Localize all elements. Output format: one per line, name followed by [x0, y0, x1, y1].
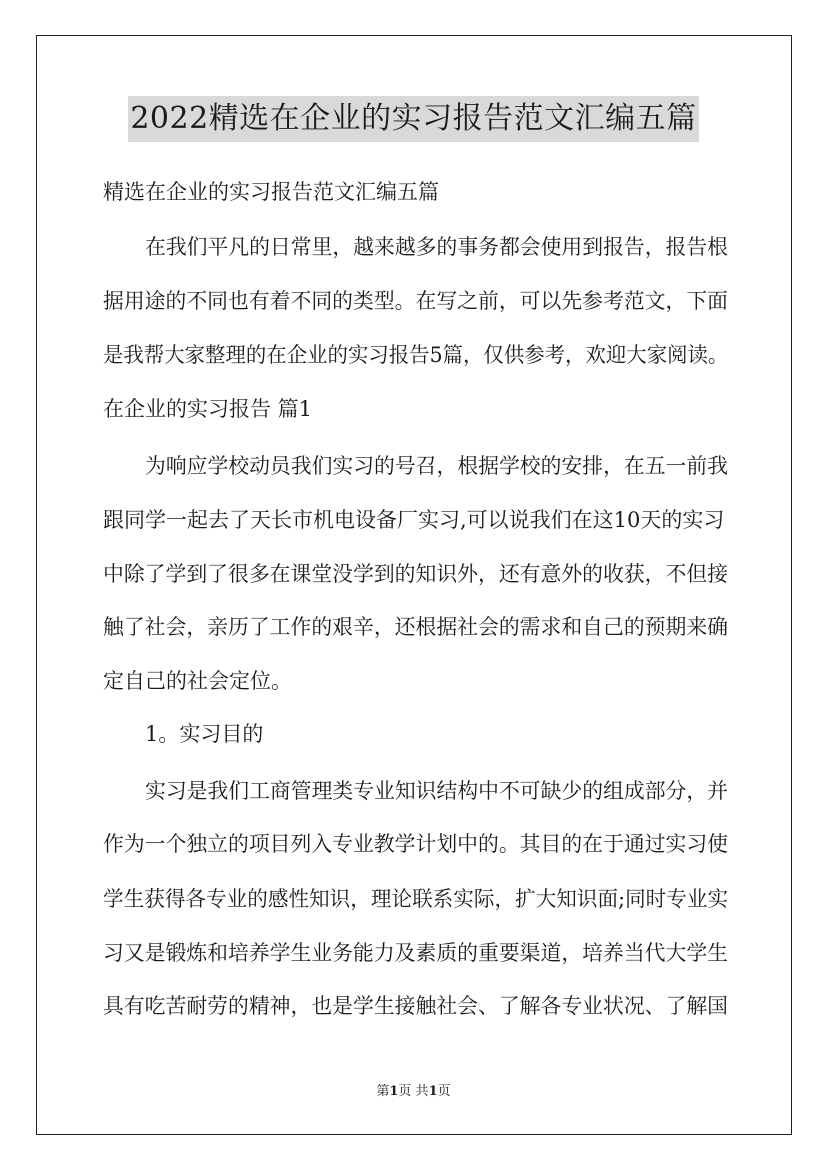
page-footer [0, 1083, 827, 1101]
paragraph-line: 作为一个独立的项目列入专业教学计划中的。其目的在于通过实习使 [103, 832, 729, 856]
footer-prefix: 第 [376, 1084, 390, 1099]
paragraph-line: 中除了学到了很多在课堂没学到的知识外，还有意外的收获，不但接 [103, 562, 729, 586]
paragraph-line: 触了社会，亲历了工作的艰辛，还根据社会的需求和自己的预期来确 [103, 615, 729, 639]
paragraph-line: 据用途的不同也有着不同的类型。在写之前，可以先参考范文，下面 [103, 289, 729, 313]
paragraph-line: 为响应学校动员我们实习的号召，根据学校的安排，在五一前我 [145, 454, 729, 478]
footer-page-total: 1 [428, 1084, 438, 1099]
section-heading: 在企业的实习报告 篇1 [103, 397, 313, 421]
document-title: 2022精选在企业的实习报告范文汇编五篇 [128, 96, 698, 142]
paragraph-line: 定自己的社会定位。 [103, 669, 292, 693]
subtitle-line: 精选在企业的实习报告范文汇编五篇 [103, 180, 439, 204]
paragraph-line: 是我帮大家整理的在企业的实习报告5篇，仅供参考，欢迎大家阅读。 [103, 343, 729, 367]
paragraph-line: 学生获得各专业的感性知识，理论联系实际，扩大知识面;同时专业实 [103, 887, 729, 911]
paragraph-line: 实习是我们工商管理类专业知识结构中不可缺少的组成部分，并 [145, 779, 729, 803]
footer-page-number: 1 [389, 1084, 399, 1099]
footer-suffix: 页 [437, 1084, 451, 1099]
title-container [0, 96, 827, 142]
paragraph-line: 跟同学一起去了天长市机电设备厂实习,可以说我们在这10天的实习 [103, 508, 725, 532]
footer-middle: 页 共 [398, 1084, 429, 1099]
paragraph-line: 习又是锻炼和培养学生业务能力及素质的重要渠道，培养当代大学生 [103, 941, 729, 965]
paragraph-line: 具有吃苦耐劳的精神，也是学生接触社会、了解各专业状况、了解国 [103, 994, 729, 1018]
numbered-heading: 1。实习目的 [145, 722, 264, 746]
paragraph-line: 在我们平凡的日常里，越来越多的事务都会使用到报告，报告根 [145, 235, 729, 259]
